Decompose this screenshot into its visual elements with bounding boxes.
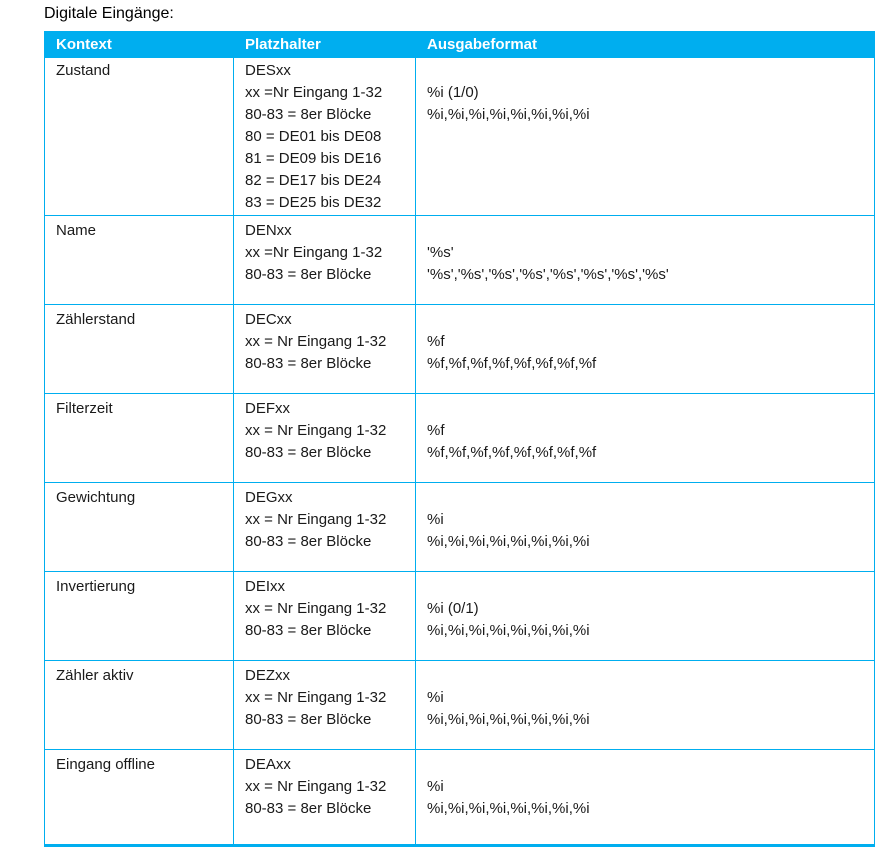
kontext-label: Invertierung bbox=[56, 578, 136, 595]
table-row bbox=[45, 216, 875, 305]
platzhalter-line: DEZxx bbox=[245, 667, 290, 684]
platzhalter-line: DENxx bbox=[245, 222, 292, 239]
platzhalter-cell bbox=[234, 394, 416, 483]
ausgabeformat-line: %f bbox=[427, 422, 445, 439]
kontext-cell bbox=[45, 661, 234, 750]
ausgabeformat-line bbox=[427, 309, 863, 331]
page-title: Digitale Eingänge: bbox=[44, 5, 174, 22]
platzhalter-line: 83 = DE25 bis DE32 bbox=[245, 194, 382, 211]
ausgabeformat-line: %i bbox=[427, 511, 444, 528]
platzhalter-line: 80-83 = 8er Blöcke bbox=[245, 266, 372, 283]
kontext-cell bbox=[45, 58, 234, 216]
platzhalter-line: DECxx bbox=[245, 311, 292, 328]
ausgabeformat-cell bbox=[416, 750, 875, 846]
kontext-label: Zähler aktiv bbox=[56, 667, 134, 684]
platzhalter-line: 80-83 = 8er Blöcke bbox=[245, 106, 372, 123]
platzhalter-cell bbox=[234, 305, 416, 394]
ausgabeformat-line bbox=[427, 220, 863, 242]
platzhalter-line: xx = Nr Eingang 1-32 bbox=[245, 511, 387, 528]
ausgabeformat-line: '%s' bbox=[427, 244, 454, 261]
kontext-label: Gewichtung bbox=[56, 489, 136, 506]
kontext-cell bbox=[45, 216, 234, 305]
table-row bbox=[45, 483, 875, 572]
platzhalter-line: 80-83 = 8er Blöcke bbox=[245, 533, 372, 550]
ausgabeformat-line: %i bbox=[427, 689, 444, 706]
platzhalter-line: DEFxx bbox=[245, 400, 290, 417]
platzhalter-line: DEIxx bbox=[245, 578, 286, 595]
platzhalter-cell bbox=[234, 572, 416, 661]
table-row bbox=[45, 394, 875, 483]
ausgabeformat-cell bbox=[416, 483, 875, 572]
ausgabeformat-line bbox=[427, 487, 863, 509]
ausgabeformat-line: %i,%i,%i,%i,%i,%i,%i,%i bbox=[427, 533, 590, 550]
kontext-cell bbox=[45, 483, 234, 572]
ausgabeformat-cell bbox=[416, 216, 875, 305]
ausgabeformat-line: %i,%i,%i,%i,%i,%i,%i,%i bbox=[427, 106, 590, 123]
ausgabeformat-line: %i bbox=[427, 778, 444, 795]
column-header-ausgabeformat: Ausgabeformat bbox=[416, 32, 875, 58]
ausgabeformat-line: %i,%i,%i,%i,%i,%i,%i,%i bbox=[427, 800, 590, 817]
ausgabeformat-line: %i,%i,%i,%i,%i,%i,%i,%i bbox=[427, 711, 590, 728]
ausgabeformat-cell bbox=[416, 572, 875, 661]
table-row bbox=[45, 58, 875, 216]
ausgabeformat-line: %f,%f,%f,%f,%f,%f,%f,%f bbox=[427, 355, 597, 372]
platzhalter-cell bbox=[234, 750, 416, 846]
platzhalter-cell bbox=[234, 661, 416, 750]
ausgabeformat-cell bbox=[416, 58, 875, 216]
platzhalter-line: 80-83 = 8er Blöcke bbox=[245, 622, 372, 639]
ausgabeformat-cell bbox=[416, 305, 875, 394]
kontext-cell bbox=[45, 572, 234, 661]
ausgabeformat-line: %f bbox=[427, 333, 445, 350]
platzhalter-line: xx =Nr Eingang 1-32 bbox=[245, 244, 383, 261]
platzhalter-line: xx = Nr Eingang 1-32 bbox=[245, 600, 387, 617]
platzhalter-cell bbox=[234, 58, 416, 216]
ausgabeformat-line bbox=[427, 754, 863, 776]
ausgabeformat-line bbox=[427, 398, 863, 420]
ausgabeformat-line bbox=[427, 60, 863, 82]
ausgabeformat-cell bbox=[416, 661, 875, 750]
table-row bbox=[45, 750, 875, 846]
table-row bbox=[45, 661, 875, 750]
platzhalter-line: 80-83 = 8er Blöcke bbox=[245, 711, 372, 728]
platzhalter-line: 80-83 = 8er Blöcke bbox=[245, 355, 372, 372]
kontext-cell bbox=[45, 394, 234, 483]
platzhalter-cell bbox=[234, 216, 416, 305]
platzhalter-line: 80 = DE01 bis DE08 bbox=[245, 128, 382, 145]
ausgabeformat-line: %f,%f,%f,%f,%f,%f,%f,%f bbox=[427, 444, 597, 461]
ausgabeformat-line: %i (0/1) bbox=[427, 600, 479, 617]
platzhalter-line: 81 = DE09 bis DE16 bbox=[245, 150, 382, 167]
platzhalter-line: 82 = DE17 bis DE24 bbox=[245, 172, 382, 189]
kontext-label: Zählerstand bbox=[56, 311, 136, 328]
ausgabeformat-line bbox=[427, 576, 863, 598]
ausgabeformat-line: '%s','%s','%s','%s','%s','%s','%s','%s' bbox=[427, 266, 669, 283]
platzhalter-line: 80-83 = 8er Blöcke bbox=[245, 444, 372, 461]
platzhalter-line: DEAxx bbox=[245, 756, 291, 773]
platzhalter-line: xx =Nr Eingang 1-32 bbox=[245, 84, 383, 101]
platzhalter-line: DESxx bbox=[245, 62, 291, 79]
kontext-cell bbox=[45, 305, 234, 394]
ausgabeformat-line: %i (1/0) bbox=[427, 84, 479, 101]
platzhalter-line: 80-83 = 8er Blöcke bbox=[245, 800, 372, 817]
kontext-label: Eingang offline bbox=[56, 756, 155, 773]
platzhalter-line: xx = Nr Eingang 1-32 bbox=[245, 689, 387, 706]
digital-inputs-table bbox=[44, 31, 875, 847]
table-header-row bbox=[45, 32, 875, 58]
table-row bbox=[45, 572, 875, 661]
column-header-platzhalter: Platzhalter bbox=[234, 32, 416, 58]
ausgabeformat-line bbox=[427, 665, 863, 687]
column-header-kontext: Kontext bbox=[45, 32, 234, 58]
table-body bbox=[45, 58, 875, 846]
kontext-label: Name bbox=[56, 222, 97, 239]
table-row bbox=[45, 305, 875, 394]
platzhalter-line: xx = Nr Eingang 1-32 bbox=[245, 778, 387, 795]
kontext-label: Zustand bbox=[56, 62, 111, 79]
ausgabeformat-line: %i,%i,%i,%i,%i,%i,%i,%i bbox=[427, 622, 590, 639]
kontext-label: Filterzeit bbox=[56, 400, 113, 417]
platzhalter-line: xx = Nr Eingang 1-32 bbox=[245, 422, 387, 439]
platzhalter-line: xx = Nr Eingang 1-32 bbox=[245, 333, 387, 350]
platzhalter-line: DEGxx bbox=[245, 489, 293, 506]
platzhalter-cell bbox=[234, 483, 416, 572]
kontext-cell bbox=[45, 750, 234, 846]
ausgabeformat-cell bbox=[416, 394, 875, 483]
